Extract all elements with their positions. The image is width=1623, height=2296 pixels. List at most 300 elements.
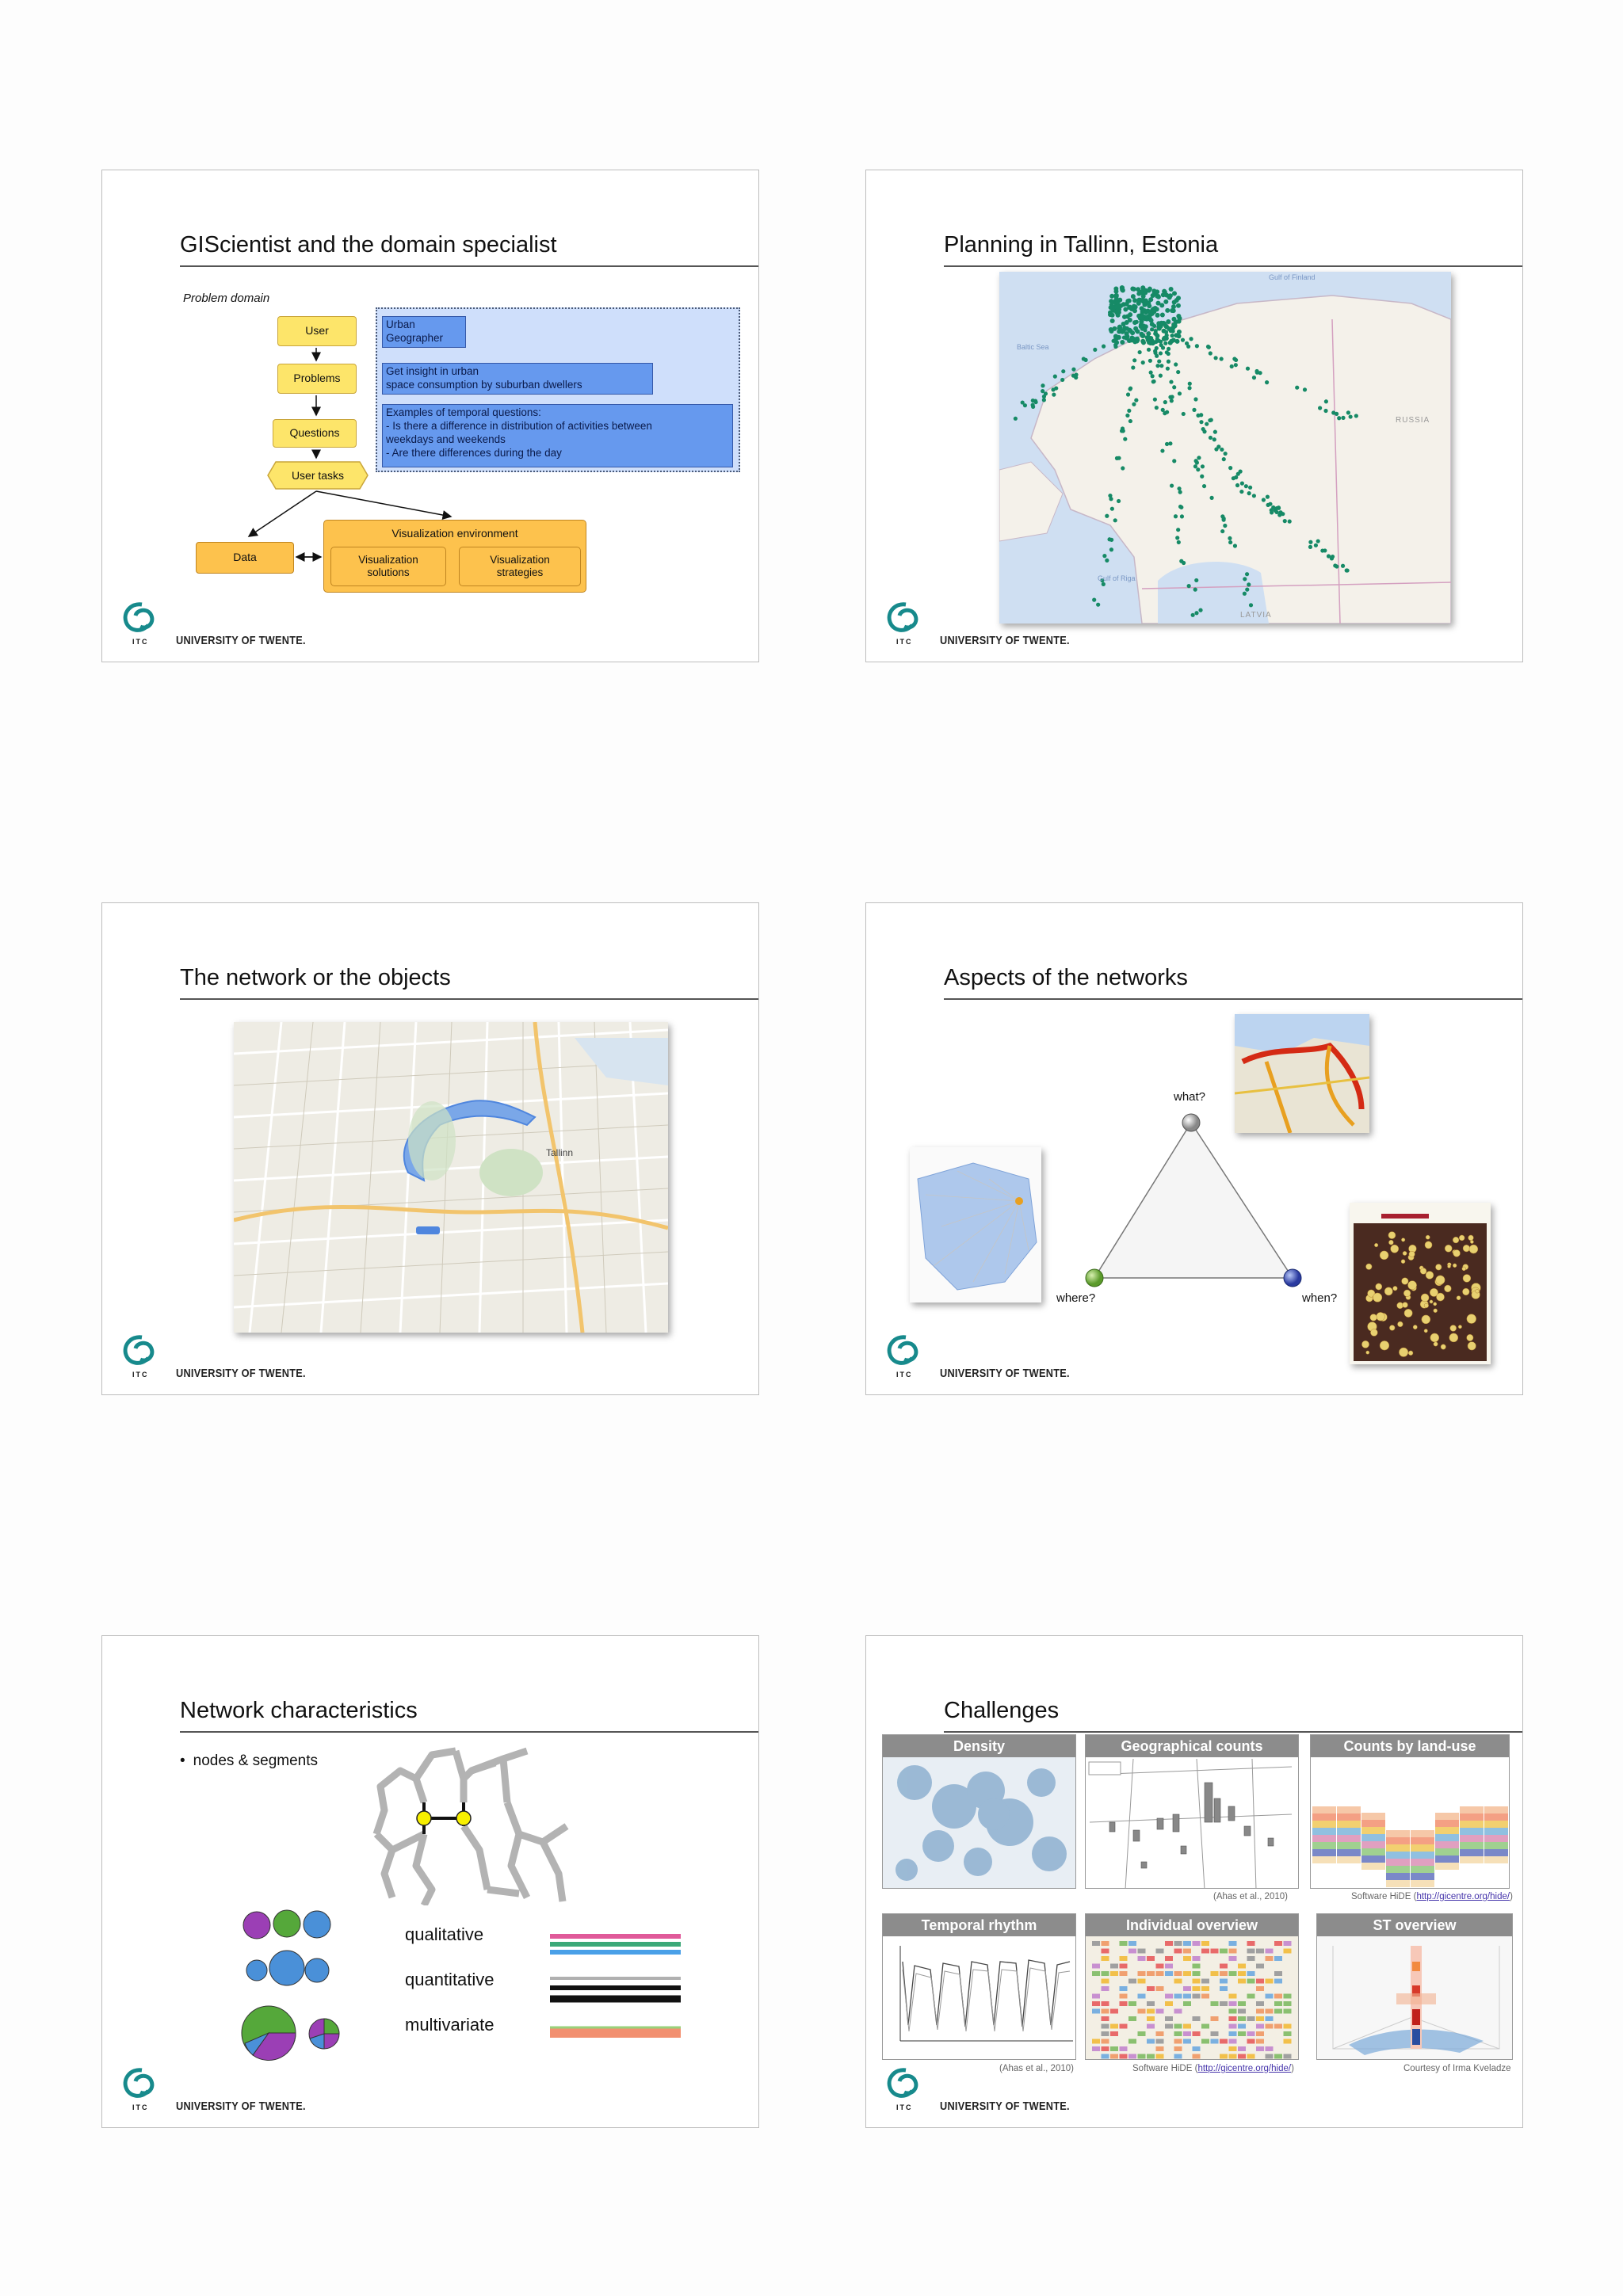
individual-cell: [1174, 1941, 1182, 1946]
individual-cell: [1247, 1956, 1255, 1961]
panel-title: Temporal rhythm: [883, 1914, 1075, 1936]
activity-point: [1051, 387, 1055, 391]
activity-point: [1125, 336, 1128, 340]
when-dot: [1403, 1251, 1407, 1255]
land-use-cell: [1411, 1844, 1434, 1852]
individual-cell: [1220, 1964, 1228, 1969]
individual-cell: [1138, 1994, 1146, 1999]
activity-point: [1174, 362, 1178, 366]
individual-cell: [1229, 2046, 1237, 2051]
activity-point: [1240, 482, 1244, 486]
activity-point: [1161, 345, 1165, 349]
when-dot: [1457, 1296, 1461, 1300]
activity-point: [1132, 287, 1136, 292]
individual-cell: [1147, 2001, 1155, 2006]
activity-point: [1117, 456, 1121, 460]
individual-cell: [1220, 2001, 1228, 2006]
activity-point: [1125, 414, 1129, 418]
activity-point: [1166, 319, 1170, 324]
network-diagram: [369, 1747, 575, 1905]
activity-point: [1159, 351, 1163, 355]
title-rule: [180, 1731, 758, 1733]
activity-point: [1129, 307, 1134, 311]
activity-point: [1176, 528, 1180, 532]
where-thumbnail-map: [910, 1147, 1041, 1302]
land-use-cell: [1411, 1880, 1434, 1887]
individual-cell: [1193, 2016, 1201, 2021]
individual-cell: [1110, 2024, 1118, 2029]
individual-cell: [1193, 2046, 1201, 2051]
activity-point: [1109, 294, 1114, 299]
activity-point: [1113, 289, 1118, 294]
activity-point: [1151, 293, 1155, 298]
when-dot: [1448, 1264, 1451, 1268]
activity-point: [1194, 578, 1198, 582]
panel-individual-overview: [1085, 1913, 1299, 2060]
activity-point: [1164, 330, 1168, 334]
credit-hide-prefix: Software HiDE (: [1132, 2064, 1198, 2073]
activity-point: [1174, 514, 1178, 518]
individual-cell: [1120, 1971, 1128, 1976]
activity-point: [1113, 518, 1117, 522]
individual-cell: [1110, 2009, 1118, 2014]
activity-point: [1254, 369, 1258, 373]
when-dot: [1435, 1264, 1442, 1271]
activity-point: [1175, 536, 1179, 540]
individual-cell: [1247, 2039, 1255, 2044]
activity-point: [1174, 298, 1179, 303]
flow-user: User: [277, 316, 357, 346]
individual-cell: [1256, 1979, 1264, 1984]
activity-point: [1140, 334, 1145, 338]
activity-point: [1228, 540, 1232, 544]
when-dot: [1401, 1238, 1405, 1242]
land-use-cell: [1435, 1813, 1459, 1820]
individual-cell: [1147, 2009, 1155, 2014]
activity-point: [1193, 397, 1197, 401]
activity-point: [1140, 285, 1145, 290]
when-dot: [1403, 1290, 1411, 1297]
when-dot: [1421, 1294, 1429, 1302]
activity-point: [1160, 448, 1164, 452]
individual-cell: [1238, 1964, 1246, 1969]
individual-cell: [1238, 1971, 1246, 1976]
individual-cell: [1183, 2039, 1191, 2044]
land-use-cell: [1386, 1859, 1410, 1866]
activity-point: [1209, 351, 1212, 355]
individual-cell: [1211, 2039, 1219, 2044]
individual-cell: [1247, 1949, 1255, 1954]
individual-cell: [1128, 2016, 1136, 2021]
activity-point: [1170, 399, 1174, 402]
individual-cell: [1274, 2009, 1282, 2014]
individual-cell: [1147, 2016, 1155, 2021]
land-use-cell: [1411, 1873, 1434, 1880]
individual-cell: [1220, 1949, 1228, 1954]
individual-cell: [1193, 2054, 1201, 2059]
land-use-cell: [1484, 1814, 1508, 1821]
land-use-cell: [1484, 1856, 1508, 1863]
activity-point: [1172, 459, 1176, 463]
activity-point: [1140, 319, 1144, 323]
university-name: UNIVERSITY OF TWENTE.: [940, 2100, 1070, 2113]
individual-cell: [1193, 1956, 1201, 1961]
activity-point: [1151, 341, 1155, 345]
activity-point: [1131, 294, 1136, 299]
label-russia: RUSSIA: [1396, 416, 1430, 425]
when-dot: [1468, 1235, 1474, 1241]
university-name: UNIVERSITY OF TWENTE.: [176, 634, 306, 647]
individual-cell: [1183, 2001, 1191, 2006]
when-dot: [1403, 1302, 1408, 1308]
activity-point: [1151, 309, 1156, 314]
activity-point: [1135, 320, 1139, 324]
land-use-cell: [1484, 1842, 1508, 1849]
when-dot: [1422, 1315, 1430, 1324]
hide-link[interactable]: http://gicentre.org/hide/: [1416, 1892, 1510, 1901]
individual-cell: [1156, 2046, 1164, 2051]
individual-cell: [1165, 1941, 1173, 1946]
when-dot: [1399, 1348, 1407, 1356]
panel-st-overview: [1316, 1913, 1513, 2060]
when-dot: [1380, 1251, 1388, 1260]
land-use-cell: [1435, 1855, 1459, 1863]
individual-cell: [1229, 1941, 1237, 1946]
individual-cell: [1266, 2054, 1274, 2059]
individual-cell: [1229, 2031, 1237, 2036]
when-dot: [1424, 1329, 1427, 1333]
individual-cell: [1211, 2031, 1219, 2036]
activity-point: [1170, 334, 1174, 338]
activity-point: [1123, 437, 1127, 441]
individual-cell: [1274, 2054, 1282, 2059]
land-use-cell: [1337, 1856, 1361, 1863]
when-dot: [1462, 1288, 1469, 1295]
activity-point: [1110, 313, 1115, 318]
individual-cell: [1092, 2046, 1100, 2051]
land-use-cell: [1484, 1828, 1508, 1835]
university-name: UNIVERSITY OF TWENTE.: [176, 2100, 306, 2113]
individual-cell: [1102, 2046, 1109, 2051]
individual-cell: [1165, 1971, 1173, 1976]
flow-data: Data: [196, 542, 294, 574]
activity-point: [1252, 494, 1256, 498]
individual-cell: [1247, 2054, 1255, 2059]
activity-point: [1265, 380, 1269, 384]
when-dot: [1391, 1245, 1399, 1253]
land-use-cell: [1435, 1863, 1459, 1870]
activity-point: [1105, 559, 1109, 563]
individual-cell: [1110, 1964, 1118, 1969]
bullet-item: [180, 1753, 318, 1770]
activity-point: [1213, 356, 1217, 360]
individual-cell: [1274, 2024, 1282, 2029]
when-dot: [1467, 1334, 1473, 1341]
activity-point: [1113, 293, 1118, 298]
individual-cell: [1128, 1941, 1136, 1946]
activity-point: [1178, 490, 1182, 494]
land-use-cell: [1386, 1837, 1410, 1844]
individual-cell: [1247, 1979, 1255, 1984]
when-dot: [1370, 1314, 1377, 1322]
individual-cell: [1120, 1956, 1128, 1961]
land-use-cell: [1361, 1820, 1385, 1827]
land-use-cell: [1386, 1866, 1410, 1873]
activity-point: [1214, 447, 1218, 451]
activity-point: [1169, 287, 1174, 292]
when-dot: [1467, 1314, 1476, 1324]
activity-point: [1138, 350, 1142, 354]
land-use-cell: [1435, 1848, 1459, 1855]
activity-point: [1168, 341, 1173, 345]
activity-point: [1159, 364, 1163, 368]
individual-cell: [1183, 2031, 1191, 2036]
individual-cell: [1102, 1979, 1109, 1984]
credit-ahas-1: (Ahas et al., 2010): [1213, 1892, 1288, 1901]
activity-point: [1136, 301, 1141, 306]
activity-point: [1141, 340, 1146, 345]
activity-point: [1105, 514, 1109, 518]
activity-point: [1220, 357, 1224, 360]
activity-point: [1084, 358, 1088, 362]
activity-point: [1150, 327, 1154, 331]
hide-link[interactable]: http://gicentre.org/hide/: [1197, 2064, 1292, 2073]
land-use-cell: [1484, 1821, 1508, 1828]
activity-point: [1245, 588, 1249, 592]
when-dot: [1463, 1245, 1470, 1252]
when-dot: [1453, 1237, 1459, 1243]
activity-point: [1167, 295, 1172, 299]
individual-cell: [1092, 1971, 1100, 1976]
activity-point: [1177, 330, 1182, 334]
activity-point: [1346, 410, 1350, 414]
individual-cell: [1193, 1964, 1201, 1969]
land-use-cell: [1312, 1835, 1336, 1842]
activity-point: [1132, 402, 1136, 406]
individual-cell: [1165, 2024, 1173, 2029]
activity-point: [1248, 486, 1252, 490]
individual-cell: [1120, 2054, 1128, 2059]
activity-point: [1182, 561, 1186, 565]
individual-cell: [1274, 1971, 1282, 1976]
activity-point: [1177, 540, 1181, 544]
when-dot: [1361, 1341, 1369, 1348]
individual-cell: [1220, 2039, 1228, 2044]
activity-point: [1112, 299, 1117, 304]
when-dot: [1476, 1289, 1480, 1293]
individual-cell: [1165, 1956, 1173, 1961]
individual-cell: [1229, 2001, 1237, 2006]
activity-point: [1157, 359, 1161, 363]
flow-user-tasks: User tasks: [291, 469, 345, 482]
land-use-cell: [1411, 1852, 1434, 1859]
title-rule: [180, 998, 758, 1000]
activity-point: [1193, 588, 1197, 592]
individual-cell: [1156, 1964, 1164, 1969]
land-use-bands: [1312, 1806, 1508, 1887]
activity-point: [1107, 537, 1111, 541]
land-use-cell: [1312, 1828, 1336, 1835]
when-dot: [1409, 1251, 1415, 1257]
individual-cell: [1266, 2009, 1274, 2014]
land-use-cell: [1361, 1863, 1385, 1870]
activity-point: [1170, 483, 1174, 487]
when-dot: [1436, 1276, 1445, 1284]
activity-point: [1188, 382, 1192, 386]
individual-cell: [1220, 2054, 1228, 2059]
logo-text: ITC: [132, 2103, 149, 2111]
individual-cell: [1120, 1941, 1128, 1946]
slide-title: Network characteristics: [180, 1698, 418, 1723]
label-when: when?: [1302, 1291, 1338, 1305]
when-dot: [1436, 1293, 1444, 1301]
panel-problem: Get insight in urban space consumption by suburban dwellers: [382, 363, 653, 395]
env-strategies: Visualization strategies: [459, 547, 581, 586]
activity-point: [1165, 308, 1170, 313]
activity-point: [1093, 348, 1097, 352]
when-dot: [1441, 1344, 1445, 1349]
activity-point: [1345, 568, 1349, 572]
when-dot: [1376, 1283, 1382, 1290]
when-thumbnail-map: [1350, 1203, 1491, 1364]
activity-point: [1163, 290, 1167, 295]
individual-cell: [1247, 1994, 1255, 1999]
activity-point: [1111, 339, 1115, 343]
individual-cell: [1256, 1986, 1264, 1991]
credit-hide-2: [1132, 2064, 1294, 2073]
activity-point: [1102, 345, 1106, 349]
activity-point: [1320, 548, 1324, 552]
activity-point: [1143, 328, 1147, 332]
activity-point: [1182, 412, 1186, 416]
individual-cell: [1284, 1994, 1292, 1999]
slide-1: [101, 170, 759, 662]
when-dot: [1425, 1241, 1432, 1249]
panel-geographical-counts: [1085, 1734, 1299, 1889]
activity-point: [1223, 524, 1227, 528]
when-dot: [1462, 1267, 1466, 1271]
individual-cell: [1266, 1949, 1274, 1954]
activity-point: [1178, 391, 1182, 395]
flow-questions: Questions: [273, 419, 357, 448]
individual-cell: [1256, 1949, 1264, 1954]
individual-cell: [1174, 2009, 1182, 2014]
activity-point: [1303, 387, 1307, 391]
when-dot: [1397, 1322, 1403, 1327]
flow-problems: Problems: [277, 364, 357, 394]
activity-point: [1354, 414, 1358, 418]
land-use-cell: [1312, 1806, 1336, 1814]
individual-cell: [1238, 2009, 1246, 2014]
activity-point: [1314, 543, 1318, 547]
individual-cell: [1220, 1979, 1228, 1984]
activity-point: [1156, 322, 1160, 326]
when-dot: [1420, 1268, 1426, 1274]
individual-cell: [1165, 2016, 1173, 2021]
individual-cell: [1102, 1986, 1109, 1991]
activity-point: [1155, 354, 1159, 358]
activity-point: [1122, 328, 1126, 332]
activity-point: [1283, 519, 1287, 523]
activity-point: [1245, 572, 1249, 576]
activity-point: [1232, 476, 1235, 480]
credit-hide-prefix: Software HiDE (: [1351, 1892, 1417, 1901]
land-use-cell: [1411, 1859, 1434, 1866]
individual-cell: [1229, 2016, 1237, 2021]
activity-point: [1135, 339, 1139, 343]
individual-cell: [1220, 1971, 1228, 1976]
individual-cell: [1156, 1986, 1164, 1991]
activity-point: [1165, 350, 1169, 354]
individual-cell: [1138, 1979, 1146, 1984]
when-dot: [1430, 1333, 1439, 1342]
land-use-cell: [1460, 1821, 1484, 1828]
activity-point: [1187, 386, 1191, 390]
individual-cell: [1193, 1979, 1201, 1984]
logo-text: ITC: [132, 1371, 149, 1379]
when-dot: [1444, 1285, 1451, 1292]
individual-cell: [1174, 1971, 1182, 1976]
activity-point: [1109, 329, 1114, 334]
activity-point: [1200, 475, 1204, 479]
activity-point: [1170, 395, 1174, 399]
individual-cell: [1284, 1941, 1292, 1946]
individual-cell: [1201, 1949, 1209, 1954]
logo-text: ITC: [896, 638, 913, 646]
activity-point: [1092, 598, 1096, 602]
individual-cell: [1211, 2016, 1219, 2021]
activity-point: [1166, 367, 1170, 371]
individual-cell: [1174, 2054, 1182, 2059]
individual-grid: [1092, 1941, 1292, 2059]
panel-title: Counts by land-use: [1311, 1735, 1509, 1757]
when-dot: [1468, 1342, 1476, 1350]
activity-point: [1170, 308, 1174, 313]
activity-point: [1171, 329, 1175, 333]
type-qualitative: qualitative: [405, 1924, 484, 1944]
activity-point: [1220, 448, 1224, 452]
individual-cell: [1183, 1994, 1191, 1999]
activity-point: [1172, 385, 1176, 389]
activity-point: [1121, 466, 1125, 470]
activity-point: [1071, 368, 1075, 372]
activity-point: [1156, 295, 1161, 299]
activity-point: [1060, 378, 1064, 382]
activity-point: [1327, 554, 1331, 558]
activity-point: [1138, 316, 1142, 320]
node-symbols: [237, 1905, 364, 2072]
activity-point: [1239, 490, 1243, 494]
individual-cell: [1201, 2039, 1209, 2044]
land-use-cell: [1484, 1849, 1508, 1856]
activity-point: [1196, 467, 1200, 471]
bullet-dot: •: [180, 1753, 185, 1769]
when-dot: [1402, 1278, 1409, 1285]
individual-cell: [1174, 2046, 1182, 2051]
land-use-cell: [1337, 1828, 1361, 1835]
panel-title: Density: [883, 1735, 1075, 1757]
when-dot: [1377, 1312, 1385, 1321]
when-dot: [1366, 1351, 1369, 1354]
slide-6: [865, 1635, 1523, 2128]
activity-point: [1202, 484, 1206, 488]
individual-cell: [1284, 2001, 1292, 2006]
individual-cell: [1247, 1941, 1255, 1946]
env-title: Visualization environment: [391, 527, 518, 540]
activity-point: [1176, 334, 1181, 338]
individual-cell: [1174, 2031, 1182, 2036]
activity-point: [1176, 314, 1181, 318]
